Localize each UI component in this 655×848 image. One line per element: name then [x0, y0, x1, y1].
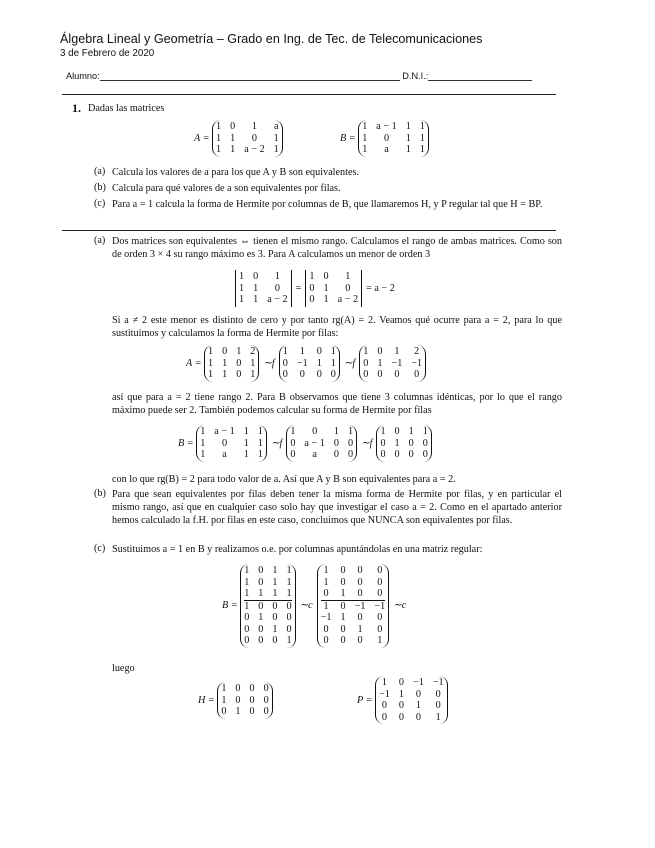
matrix-cell: 0	[415, 688, 421, 700]
matrix-cell: a	[312, 449, 317, 460]
matrix-cell: 0	[316, 346, 322, 357]
matrix-cell: 0	[381, 711, 387, 723]
matrix-cell: 0	[414, 369, 420, 380]
matrix-cell: 0	[235, 683, 241, 694]
matrix-cell: 0	[377, 565, 383, 576]
matrix-A-block	[194, 120, 283, 157]
matrix-cell: 1	[208, 369, 214, 380]
matrix-H-label: H =	[198, 694, 215, 706]
matrix-cell: 0	[377, 346, 383, 357]
hermite-A-step-1	[204, 345, 259, 382]
matrix-cell: 1	[222, 369, 228, 380]
matrix-cell: −1	[379, 688, 390, 700]
matrix-cell: 1	[258, 612, 264, 623]
matrix-cell: −1	[412, 677, 424, 688]
matrix-cell: a − 2	[244, 144, 265, 155]
matrix-cell: 1	[239, 271, 245, 282]
matrix-cell: 1	[200, 437, 206, 449]
matrix-cell: 0	[249, 706, 255, 717]
determinant-equals: =	[295, 282, 302, 294]
dni-label: D.N.I.:	[402, 71, 429, 81]
matrix-cell: 0	[274, 282, 280, 294]
matrix-cell: 1	[282, 346, 288, 357]
matrix-H	[217, 682, 272, 719]
matrix-cell: 1	[208, 346, 214, 357]
matrix-cell: 2	[414, 346, 420, 357]
matrix-cell: 1	[200, 449, 206, 460]
matrix-cell: 1	[272, 623, 278, 635]
solution-a-text-4: con lo que rg(B) = 2 para todo valor de a. Así que A y B son equivalentes para a = 2.	[112, 474, 456, 485]
matrix-cell: 0	[251, 132, 257, 144]
matrix-cell: 0	[383, 132, 390, 144]
matrix-cell: 1	[323, 576, 329, 588]
matrix-cell: 0	[249, 683, 255, 694]
matrix-cell: 0	[221, 437, 228, 449]
matrix-cell: 0	[230, 121, 236, 132]
hermite-B-row	[178, 425, 432, 462]
matrix-cell: 0	[249, 694, 255, 706]
matrix-cell: 0	[380, 449, 386, 460]
matrix-cell: 1	[415, 700, 421, 711]
matrix-cell: 1	[330, 346, 336, 357]
matrix-cell: 1	[362, 121, 368, 132]
matrix-P-label: P =	[357, 694, 373, 706]
matrix-cell: 1	[333, 426, 339, 437]
matrix-cell: 1	[250, 369, 256, 380]
matrix-cell: 0	[357, 588, 363, 599]
matrix-cell: 0	[357, 565, 363, 576]
matrix-cell: 0	[408, 449, 414, 460]
matrix-cell: 0	[363, 369, 369, 380]
hermite-B-step-1	[196, 425, 267, 462]
matrix-cell: 0	[309, 282, 315, 294]
exam-date: 3 de Febrero de 2020	[60, 48, 155, 59]
matrix-cell: 0	[272, 600, 278, 612]
question-b-label: (b)	[94, 182, 106, 193]
question-b: Calcula para qué valores de a son equivalentes por filas.	[112, 183, 341, 194]
matrix-cell: 1	[299, 346, 305, 357]
matrix-cell: 1	[222, 357, 228, 369]
matrix-cell: 0	[258, 635, 264, 646]
matrix-cell: 0	[394, 369, 400, 380]
matrix-cell: 1	[239, 294, 245, 305]
matrix-cell: 0	[340, 635, 346, 646]
matrix-cell: 1	[221, 683, 227, 694]
matrix-cell: 0	[422, 437, 428, 449]
matrix-cell: 1	[243, 426, 249, 437]
matrix-cell: 0	[290, 449, 296, 460]
question-a-label: (a)	[94, 166, 106, 177]
matrix-cell: 1	[377, 635, 383, 646]
matrix-cell: 1	[347, 426, 354, 437]
matrix-cell: 0	[398, 700, 404, 711]
matrix-cell: 1	[419, 144, 425, 155]
matrix-cell: 1	[244, 576, 250, 588]
alumno-label: Alumno:	[66, 71, 100, 81]
page-title: Álgebra Lineal y Geometría – Grado en Ing. de Tec. de Telecomunicaciones	[60, 32, 483, 46]
matrix-cell: 1	[362, 144, 368, 155]
matrix-B-block	[340, 120, 429, 157]
column-equivalence-sign: ∼c	[393, 600, 407, 612]
problem-number: 1.	[72, 101, 81, 115]
matrix-cell: 1	[323, 282, 329, 294]
matrix-cell: 0	[323, 635, 329, 646]
matrix-cell: 1	[253, 294, 259, 305]
matrix-cell: 1	[235, 706, 241, 717]
matrix-cell: 1	[258, 588, 264, 599]
alumno-field	[100, 70, 400, 81]
header-divider	[62, 94, 556, 95]
matrix-cell: 0	[333, 437, 339, 449]
matrix-cell: 0	[333, 449, 339, 460]
matrix-cell: 1	[316, 357, 322, 369]
matrix-cell: 1	[419, 121, 425, 132]
matrix-cell: 1	[422, 426, 428, 437]
determinant-result: = a − 2	[366, 282, 395, 294]
matrix-cell: 0	[345, 282, 351, 294]
hermite-A-label: A =	[186, 357, 202, 369]
matrix-cell: 1	[405, 121, 411, 132]
matrix-cell: 0	[221, 706, 227, 717]
hermite-A-step-3	[359, 345, 426, 382]
matrix-cell: a − 2	[337, 294, 359, 305]
matrix-cell: 0	[263, 694, 269, 706]
matrix-cell: 0	[340, 565, 346, 576]
matrix-cell: 1	[250, 357, 256, 369]
matrix-cell: 1	[257, 426, 263, 437]
matrix-cell: 0	[394, 426, 400, 437]
determinant-2	[305, 270, 362, 307]
augmented-matrix-1	[240, 564, 295, 648]
solution-a-label: (a)	[94, 235, 106, 246]
matrix-cell: 0	[272, 635, 278, 646]
matrix-cell: 1	[236, 346, 242, 357]
matrix-cell: 0	[272, 612, 278, 623]
matrix-cell: 1	[286, 576, 292, 588]
matrix-cell: 1	[216, 132, 222, 144]
matrix-cell: −1	[432, 677, 444, 688]
matrix-cell: 1	[286, 635, 292, 646]
hermite-B-label: B =	[178, 437, 194, 449]
matrix-cell: 1	[274, 271, 280, 282]
matrix-cell: 0	[258, 576, 264, 588]
matrix-cell: 0	[290, 437, 296, 449]
matrix-cell: 1	[377, 357, 383, 369]
matrix-cell: 1	[272, 565, 278, 576]
row-equivalence-sign: ∼f	[263, 357, 275, 369]
matrix-cell: 0	[398, 677, 404, 688]
matrix-cell: 0	[299, 369, 305, 380]
matrix-cell: 0	[435, 700, 441, 711]
matrix-cell: 1	[216, 121, 222, 132]
matrix-cell: 1	[435, 711, 441, 723]
hermite-A-row	[186, 345, 426, 382]
matrix-cell: 0	[244, 623, 250, 635]
matrix-cell: 1	[230, 132, 236, 144]
matrix-cell: 0	[347, 449, 354, 460]
solution-divider	[62, 230, 556, 231]
matrix-cell: 0	[340, 600, 346, 612]
matrix-cell: 0	[435, 688, 441, 700]
matrix-cell: a − 1	[304, 437, 325, 449]
matrix-cell: 1	[244, 600, 250, 612]
hermite-A-step-2	[279, 345, 340, 382]
matrix-P	[375, 676, 448, 724]
matrix-cell: 0	[363, 357, 369, 369]
matrix-cell: 0	[340, 623, 346, 635]
matrix-cell: 1	[200, 426, 206, 437]
matrix-cell: 0	[253, 271, 259, 282]
matrix-cell: 1	[208, 357, 214, 369]
matrix-cell: 1	[330, 357, 336, 369]
solution-c-text: Sustituimos a = 1 en B y realizamos o.e. por columnas apuntándolas en una matriz regular:	[112, 544, 483, 555]
matrix-cell: 1	[323, 294, 329, 305]
matrix-cell: 1	[363, 346, 369, 357]
matrix-cell: 0	[377, 623, 383, 635]
luego-text: luego	[112, 663, 135, 674]
matrix-cell: 0	[415, 711, 421, 723]
matrix-cell: 1	[273, 132, 279, 144]
matrix-cell: 0	[398, 711, 404, 723]
matrix-cell: 0	[258, 623, 264, 635]
determinant-1	[235, 270, 292, 307]
matrix-cell: 1	[357, 623, 363, 635]
matrix-cell: 0	[377, 588, 383, 599]
matrix-cell: 1	[394, 346, 400, 357]
matrix-cell: 0	[377, 612, 383, 623]
matrix-cell: 1	[257, 449, 263, 460]
matrix-cell: 0	[323, 588, 329, 599]
matrix-cell: 0	[323, 623, 329, 635]
matrix-cell: 0	[394, 449, 400, 460]
matrix-cell: −1	[411, 357, 423, 369]
matrix-cell: 1	[340, 612, 346, 623]
problem-intro: Dadas las matrices	[88, 103, 165, 114]
matrix-cell: 0	[263, 683, 269, 694]
matrix-P-block	[357, 676, 448, 724]
question-c-label: (c)	[94, 198, 106, 209]
solution-a-text-2: Si a ≠ 2 este menor es distinto de cero y por tanto rg(A) = 2. Veamos qué ocurre para a = 2, para lo que sustituimos y calculamos la forma de Hermite por filas:	[112, 315, 562, 340]
matrix-cell: a	[222, 449, 227, 460]
matrix-cell: 0	[422, 449, 428, 460]
matrix-cell: 1	[309, 271, 315, 282]
matrix-cell: −1	[391, 357, 403, 369]
matrix-cell: 0	[236, 357, 242, 369]
augmented-matrix-2	[317, 564, 390, 648]
hermite-B-step-3	[376, 425, 431, 462]
matrix-cell: −1	[354, 600, 366, 612]
solution-a-text-1: Dos matrices son equivalentes ⇔ tienen el mismo rango. Calculamos el rango de ambas matrices. Como son de orden 3 × 4 su rango máximo es 3. Para A calculamos un menor de orden 3	[112, 236, 562, 261]
matrix-cell: 0	[312, 426, 318, 437]
matrix-cell: 1	[394, 437, 400, 449]
matrix-cell: 1	[272, 576, 278, 588]
column-equivalence-sign: ∼c	[299, 600, 313, 612]
matrix-cell: 0	[282, 357, 288, 369]
dni-field	[428, 70, 532, 81]
matrix-cell: 1	[362, 132, 368, 144]
matrix-cell: 1	[340, 588, 346, 599]
matrix-cell: 1	[244, 565, 250, 576]
matrix-cell: 0	[347, 437, 354, 449]
matrix-cell: −1	[296, 357, 308, 369]
matrix-cell: a − 1	[376, 121, 397, 132]
matrix-cell: 1	[239, 282, 245, 294]
solution-c-label: (c)	[94, 543, 106, 554]
matrix-cell: 2	[250, 346, 256, 357]
column-ops-B-label: B =	[222, 600, 238, 612]
matrix-cell: 0	[357, 576, 363, 588]
matrix-cell: −1	[374, 600, 386, 612]
matrix-cell: 0	[357, 635, 363, 646]
matrix-cell: 1	[273, 144, 279, 155]
matrix-cell: 0	[340, 576, 346, 588]
matrix-cell: 1	[221, 694, 227, 706]
hermite-B-step-2	[286, 425, 357, 462]
augmented-divider	[244, 600, 291, 601]
matrix-cell: 1	[216, 144, 222, 155]
matrix-cell: −1	[320, 612, 332, 623]
matrix-A-label: A =	[194, 132, 210, 144]
matrix-cell: 0	[286, 600, 292, 612]
question-c: Para a = 1 calcula la forma de Hermite por columnas de B, que llamaremos H, y P regular tal que H = BP.	[112, 199, 543, 210]
matrix-cell: 0	[258, 600, 264, 612]
matrix-cell: 0	[377, 576, 383, 588]
column-ops-row	[222, 564, 410, 648]
matrix-H-block	[198, 682, 273, 719]
matrix-cell: 0	[380, 437, 386, 449]
matrix-cell: 1	[323, 565, 329, 576]
row-equivalence-sign: ∼f	[343, 357, 356, 369]
matrix-cell: 0	[286, 612, 292, 623]
matrix-cell: 1	[323, 600, 329, 612]
matrix-cell: a	[273, 121, 279, 132]
row-equivalence-sign: ∼f	[361, 437, 373, 449]
matrix-B	[358, 120, 429, 157]
matrix-cell: 1	[405, 132, 411, 144]
matrix-cell: 0	[323, 271, 329, 282]
matrix-cell: 1	[286, 588, 292, 599]
solution-a-text-3: así que para a = 2 tiene rango 2. Para B observamos que tiene 3 columnas idénticas, por lo que el rango máximo puede ser 2. También podemos calcular su forma de Hermite por filas	[112, 392, 562, 417]
matrix-B-label: B =	[340, 132, 356, 144]
matrix-cell: a − 1	[214, 426, 235, 437]
matrix-cell: 0	[316, 369, 322, 380]
matrix-cell: 0	[244, 635, 250, 646]
matrix-cell: a	[384, 144, 389, 155]
determinant-row	[235, 270, 399, 307]
matrix-cell: 1	[419, 132, 425, 144]
matrix-cell: 1	[286, 565, 292, 576]
matrix-cell: 0	[258, 565, 264, 576]
matrix-cell: 0	[330, 369, 336, 380]
matrix-cell: 0	[309, 294, 315, 305]
matrix-cell: 1	[381, 677, 387, 688]
matrix-cell: 0	[377, 369, 383, 380]
question-a: Calcula los valores de a para los que A y B son equivalentes.	[112, 167, 359, 178]
matrix-cell: 0	[286, 623, 292, 635]
matrix-A	[212, 120, 283, 157]
matrix-cell: 1	[272, 588, 278, 599]
matrix-cell: 1	[405, 144, 411, 155]
matrix-cell: 0	[381, 700, 387, 711]
matrix-cell: 0	[282, 369, 288, 380]
matrix-cell: 0	[263, 706, 269, 717]
matrix-cell: 1	[257, 437, 263, 449]
matrix-cell: 0	[357, 612, 363, 623]
solution-b-text: Para que sean equivalentes por filas deben tener la misma forma de Hermite por filas, y en particular el mismo rango, así que en cualquier caso solo hay que investigar el caso a = 2. Como en el apartado anterior hemos calculado la f.H. por filas en este caso, concluimos que NUNCA son equivalentes por filas.	[112, 489, 562, 527]
student-info-row	[66, 70, 546, 81]
solution-b-label: (b)	[94, 488, 106, 499]
matrix-cell: 0	[222, 346, 228, 357]
matrix-cell: 0	[408, 437, 414, 449]
matrix-cell: 0	[235, 694, 241, 706]
matrix-cell: 1	[380, 426, 386, 437]
matrix-cell: 1	[243, 437, 249, 449]
matrix-cell: 1	[345, 271, 351, 282]
matrix-cell: 1	[243, 449, 249, 460]
matrix-cell: 1	[244, 588, 250, 599]
matrix-cell: 1	[290, 426, 296, 437]
matrix-cell: 1	[398, 688, 404, 700]
matrix-cell: 1	[408, 426, 414, 437]
matrix-cell: 0	[244, 612, 250, 623]
matrix-cell: 0	[236, 369, 242, 380]
matrix-cell: 1	[230, 144, 236, 155]
matrix-cell: 1	[253, 282, 259, 294]
row-equivalence-sign: ∼f	[270, 437, 283, 449]
matrix-cell: 1	[251, 121, 257, 132]
matrix-cell: a − 2	[267, 294, 288, 305]
